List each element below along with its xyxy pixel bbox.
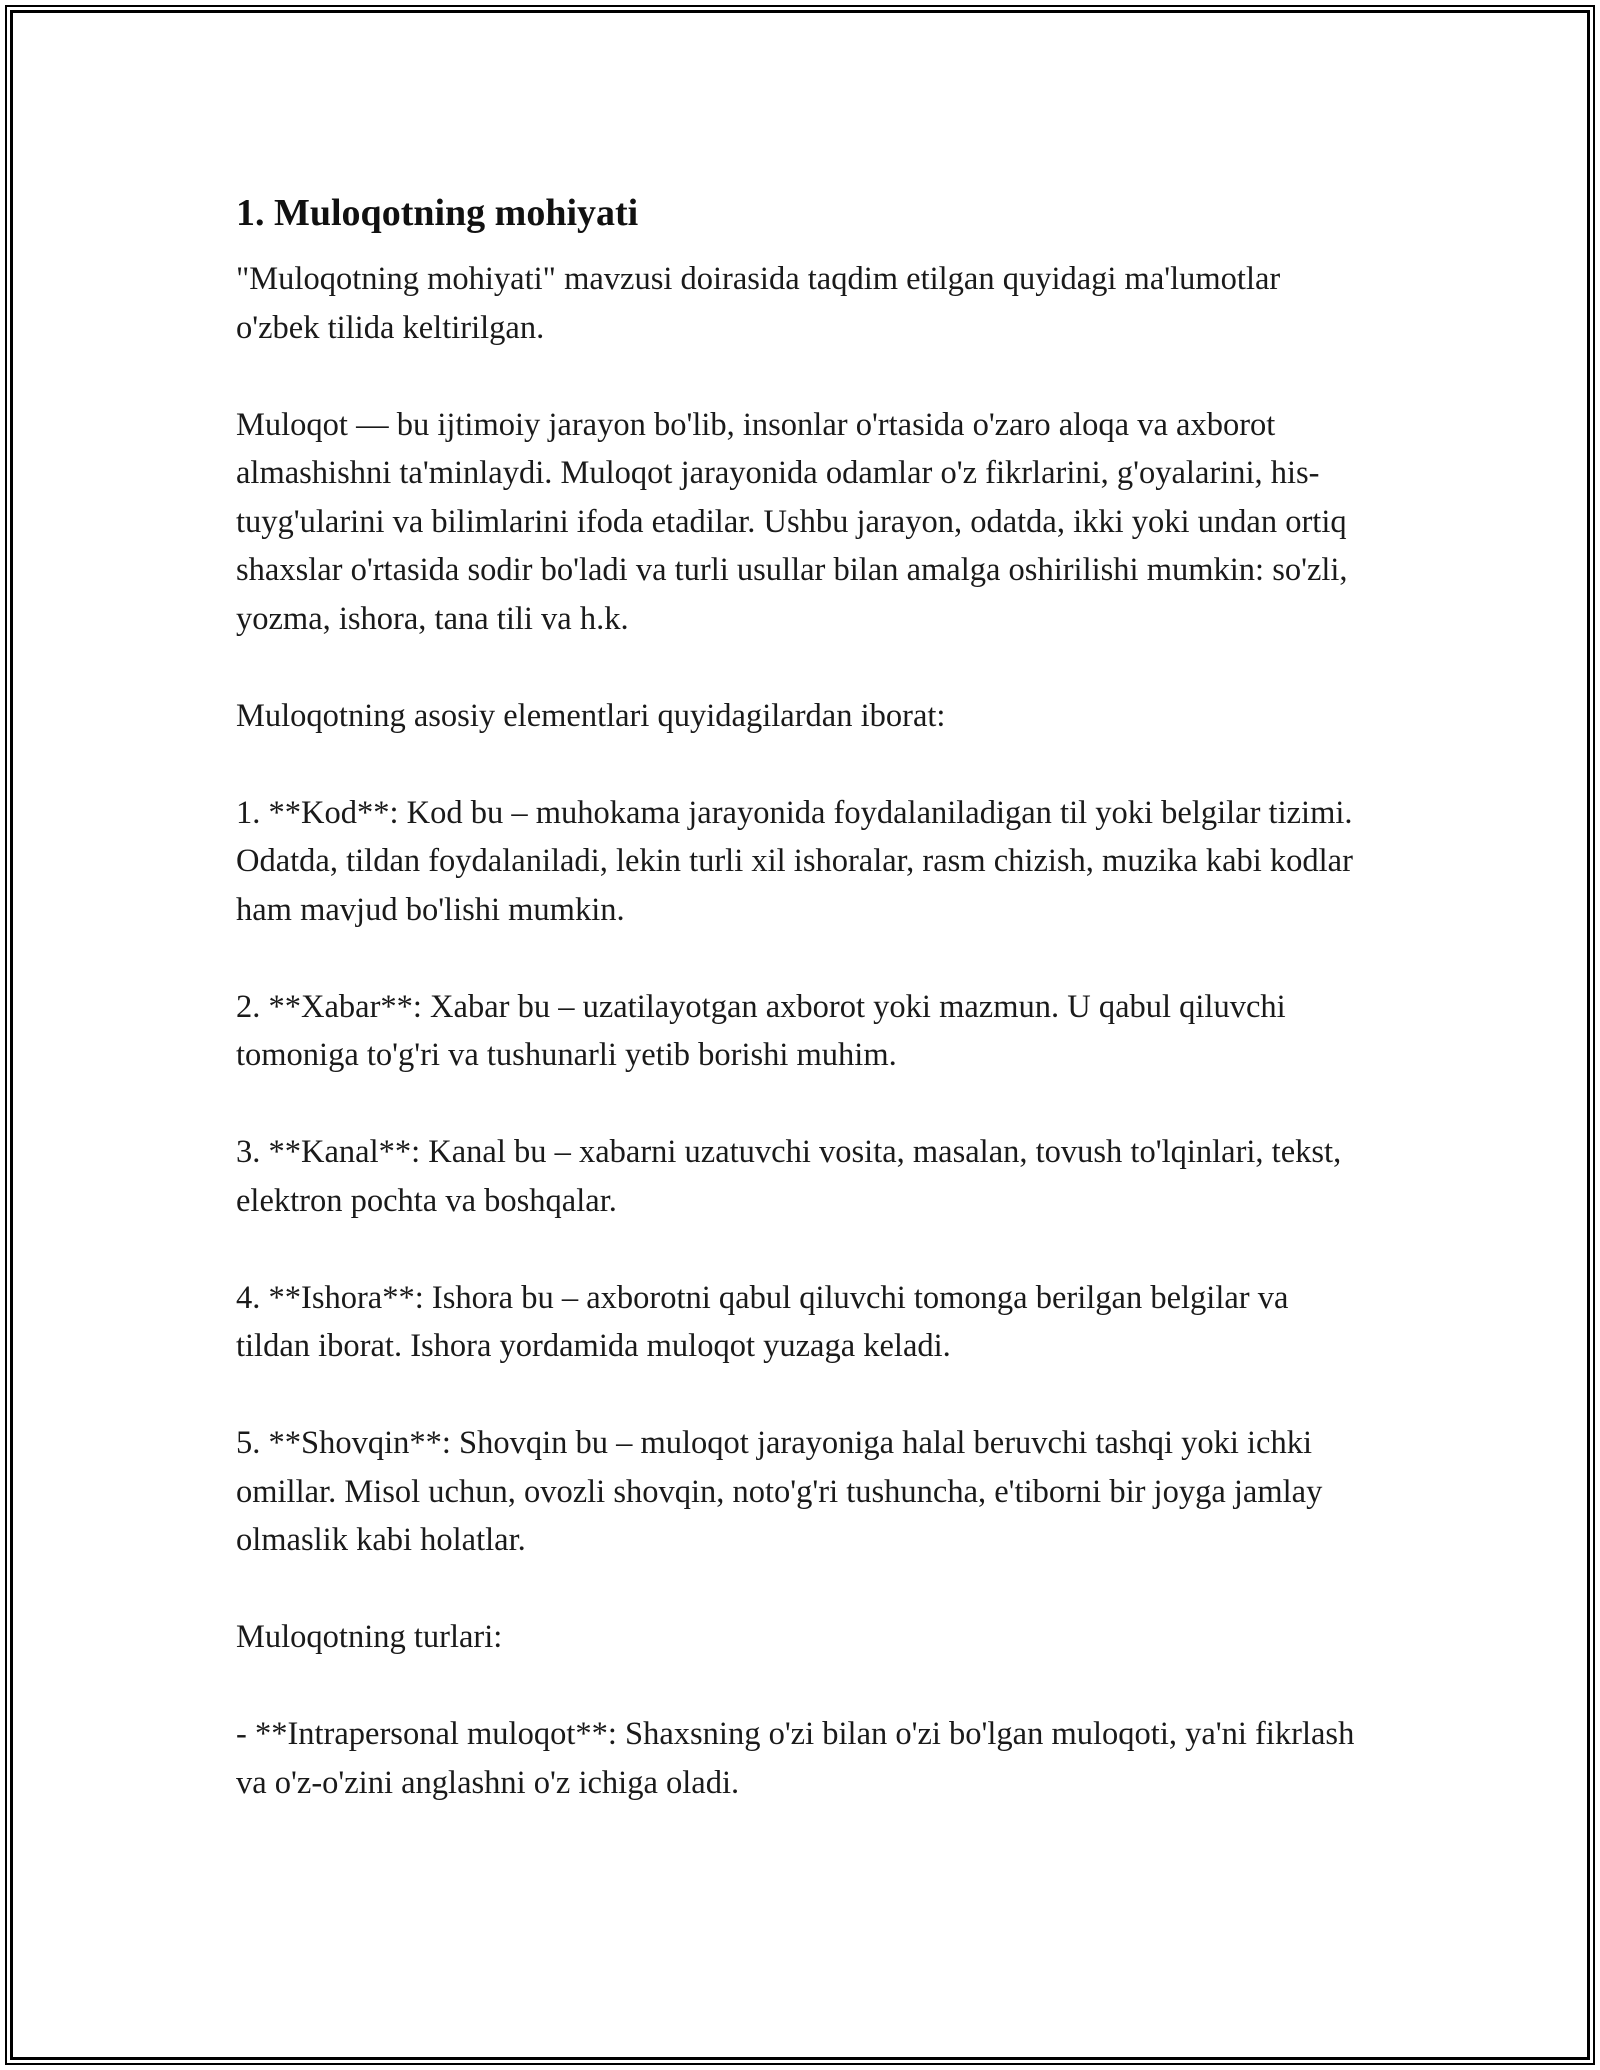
elements-heading-paragraph: Muloqotning asosiy elementlari quyidagilardan iborat: bbox=[236, 697, 946, 734]
list-item-kanal: 3. **Kanal**: Kanal bu – xabarni uzatuvchi vosita, masalan, tovush to'lqinlari, tekst, elektron pochta va boshqalar. bbox=[236, 1134, 1342, 1219]
page-title: 1. Muloqotning mohiyati bbox=[236, 192, 639, 234]
definition-paragraph: Muloqot — bu ijtimoiy jarayon bo'lib, insonlar o'rtasida o'zaro aloqa va axborot almashishni ta'minlaydi. Muloqot jarayonida odamlar o'z fikrlarini, g'oyalarini, his-tuyg'ularini va bilimlarini ifoda etadilar. Ushbu jarayon, odatda, ikki yoki undan ortiq shaxslar o'rtasida sodir bo'ladi va turli usullar bilan amalga oshirilishi mumkin: so'zli, yozma, ishora, tana tili va h.k. bbox=[236, 406, 1348, 637]
list-item-ishora: 4. **Ishora**: Ishora bu – axborotni qabul qiluvchi tomonga berilgan belgilar va tildan iborat. Ishora yordamida muloqot yuzaga keladi. bbox=[236, 1279, 1289, 1364]
list-item-shovqin: 5. **Shovqin**: Shovqin bu – muloqot jarayoniga halal beruvchi tashqi yoki ichki omillar. Misol uchun, ovozli shovqin, noto'g'ri tushuncha, e'tiborni bir joyga jamlay olmaslik kabi holatlar. bbox=[236, 1425, 1323, 1558]
types-heading-paragraph: Muloqotning turlari: bbox=[236, 1619, 503, 1655]
list-item-kod: 1. **Kod**: Kod bu – muhokama jarayonida foydalaniladigan til yoki belgilar tizimi. Odatda, tildan foydalaniladi, lekin turli xil ishoralar, rasm chizish, muzika kabi kodlar ham mavjud bo'lishi mumkin. bbox=[236, 794, 1353, 928]
list-item-intrapersonal: - **Intrapersonal muloqot**: Shaxsning o'zi bilan o'zi bo'lgan muloqoti, ya'ni fikrlash va o'z-o'zini anglashni o'z ichiga oladi. bbox=[236, 1716, 1355, 1801]
intro-paragraph: "Muloqotning mohiyati" mavzusi doirasida taqdim etilgan quyidagi ma'lumotlar o'zbek tilida keltirilgan. bbox=[236, 261, 1281, 346]
list-item-xabar: 2. **Xabar**: Xabar bu – uzatilayotgan axborot yoki mazmun. U qabul qiluvchi tomoniga to'g'ri va tushunarli yetib borishi muhim. bbox=[236, 988, 1286, 1073]
document-body bbox=[236, 188, 1366, 1856]
